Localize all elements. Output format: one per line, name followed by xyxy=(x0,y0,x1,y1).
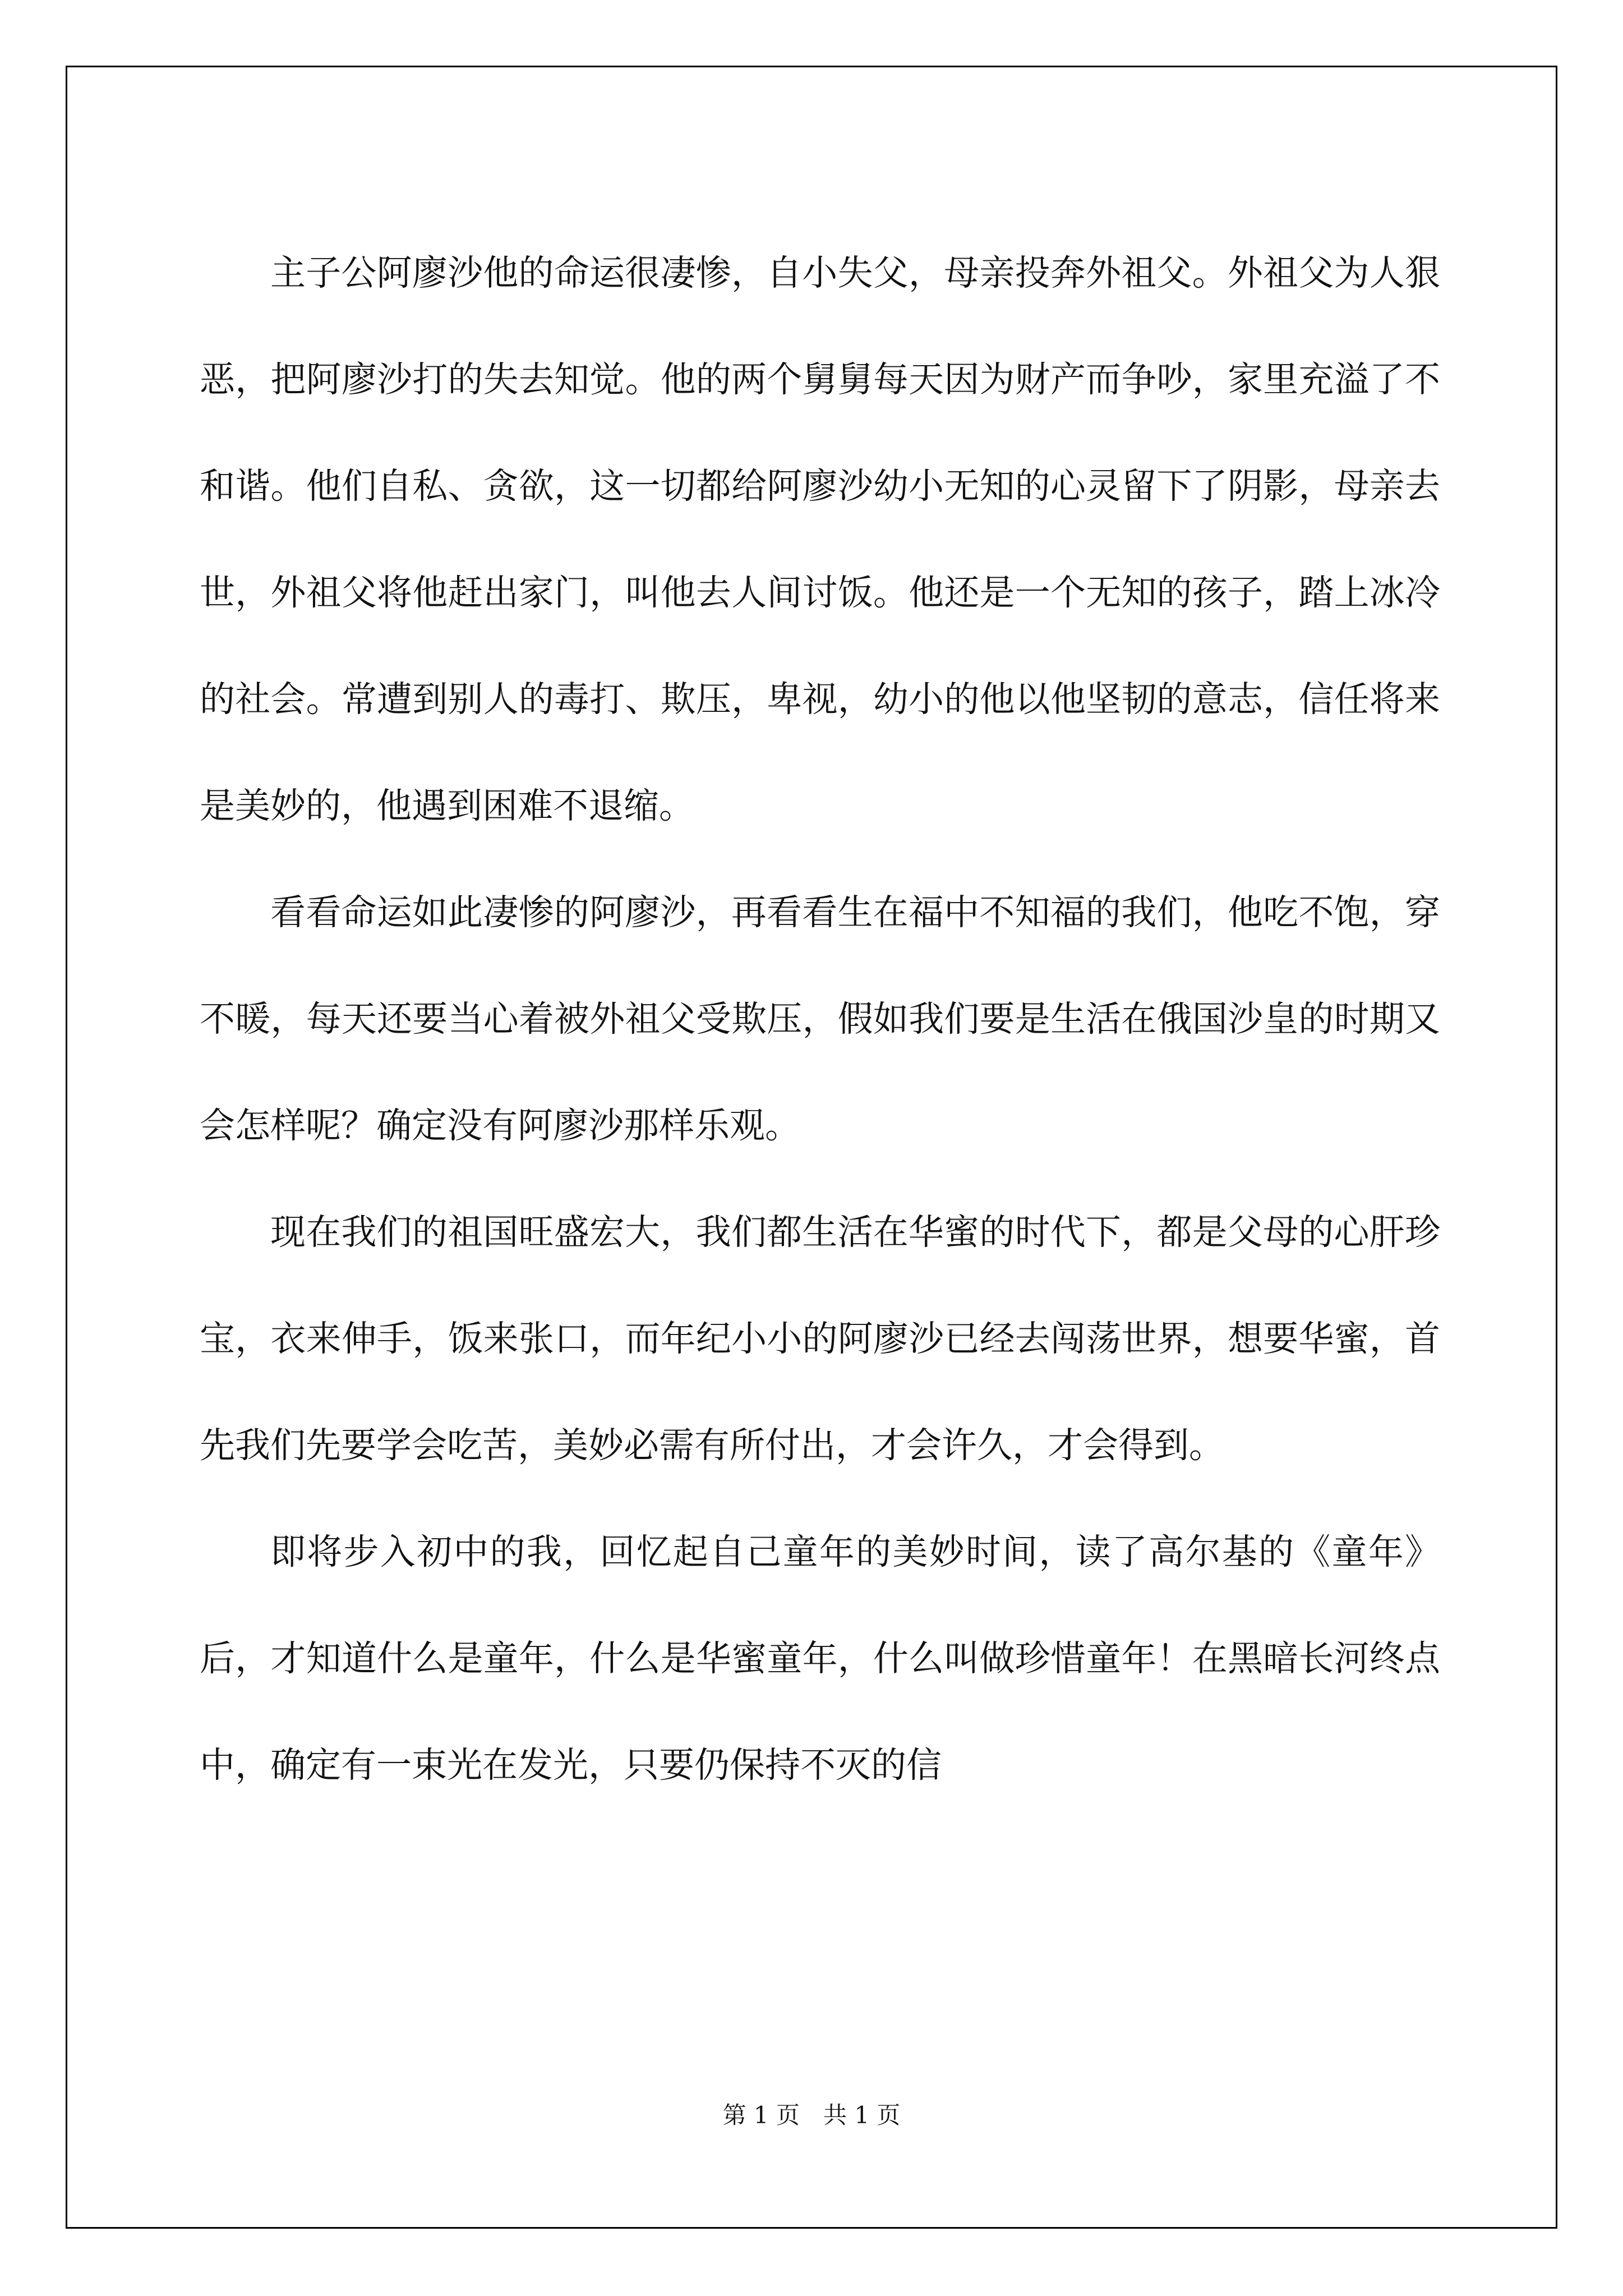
paragraph-3: 现在我们的祖国旺盛宏大，我们都生活在华蜜的时代下，都是父母的心肝珍宝，衣来伸手，饭来张口，而年纪小小的阿廖沙已经去闯荡世界，想要华蜜，首先我们先要学会吃苦，美妙必需有所付出，才会许久，才会得到。 xyxy=(200,1212,1440,1466)
document-body xyxy=(200,220,1440,1819)
paragraph-2: 看看命运如此凄惨的阿廖沙，再看看生在福中不知福的我们，他吃不饱，穿不暖，每天还要当心着被外祖父受欺压，假如我们要是生活在俄国沙皇的时期又会怎样呢？确定没有阿廖沙那样乐观。 xyxy=(200,892,1440,1146)
paragraph-4: 即将步入初中的我，回忆起自己童年的美妙时间，读了高尔基的《童年》后，才知道什么是童年，什么是华蜜童年，什么叫做珍惜童年！在黑暗长河终点中，确定有一束光在发光，只要仍保持不灭的信 xyxy=(200,1531,1440,1786)
page-number-footer: 第 1 页 共 1 页 xyxy=(722,2101,901,2129)
paragraph-1: 主子公阿廖沙他的命运很凄惨，自小失父，母亲投奔外祖父。外祖父为人狠恶，把阿廖沙打的失去知觉。他的两个舅舅每天因为财产而争吵，家里充溢了不和谐。他们自私、贪欲，这一切都给阿廖沙幼小无知的心灵留下了阴影，母亲去世，外祖父将他赶出家门，叫他去人间讨饭。他还是一个无知的孩子，踏上冰冷的社会。常遭到别人的毒打、欺压，卑视，幼小的他以他坚韧的意志，信任将来是美妙的，他遇到困难不退缩。 xyxy=(200,252,1440,826)
